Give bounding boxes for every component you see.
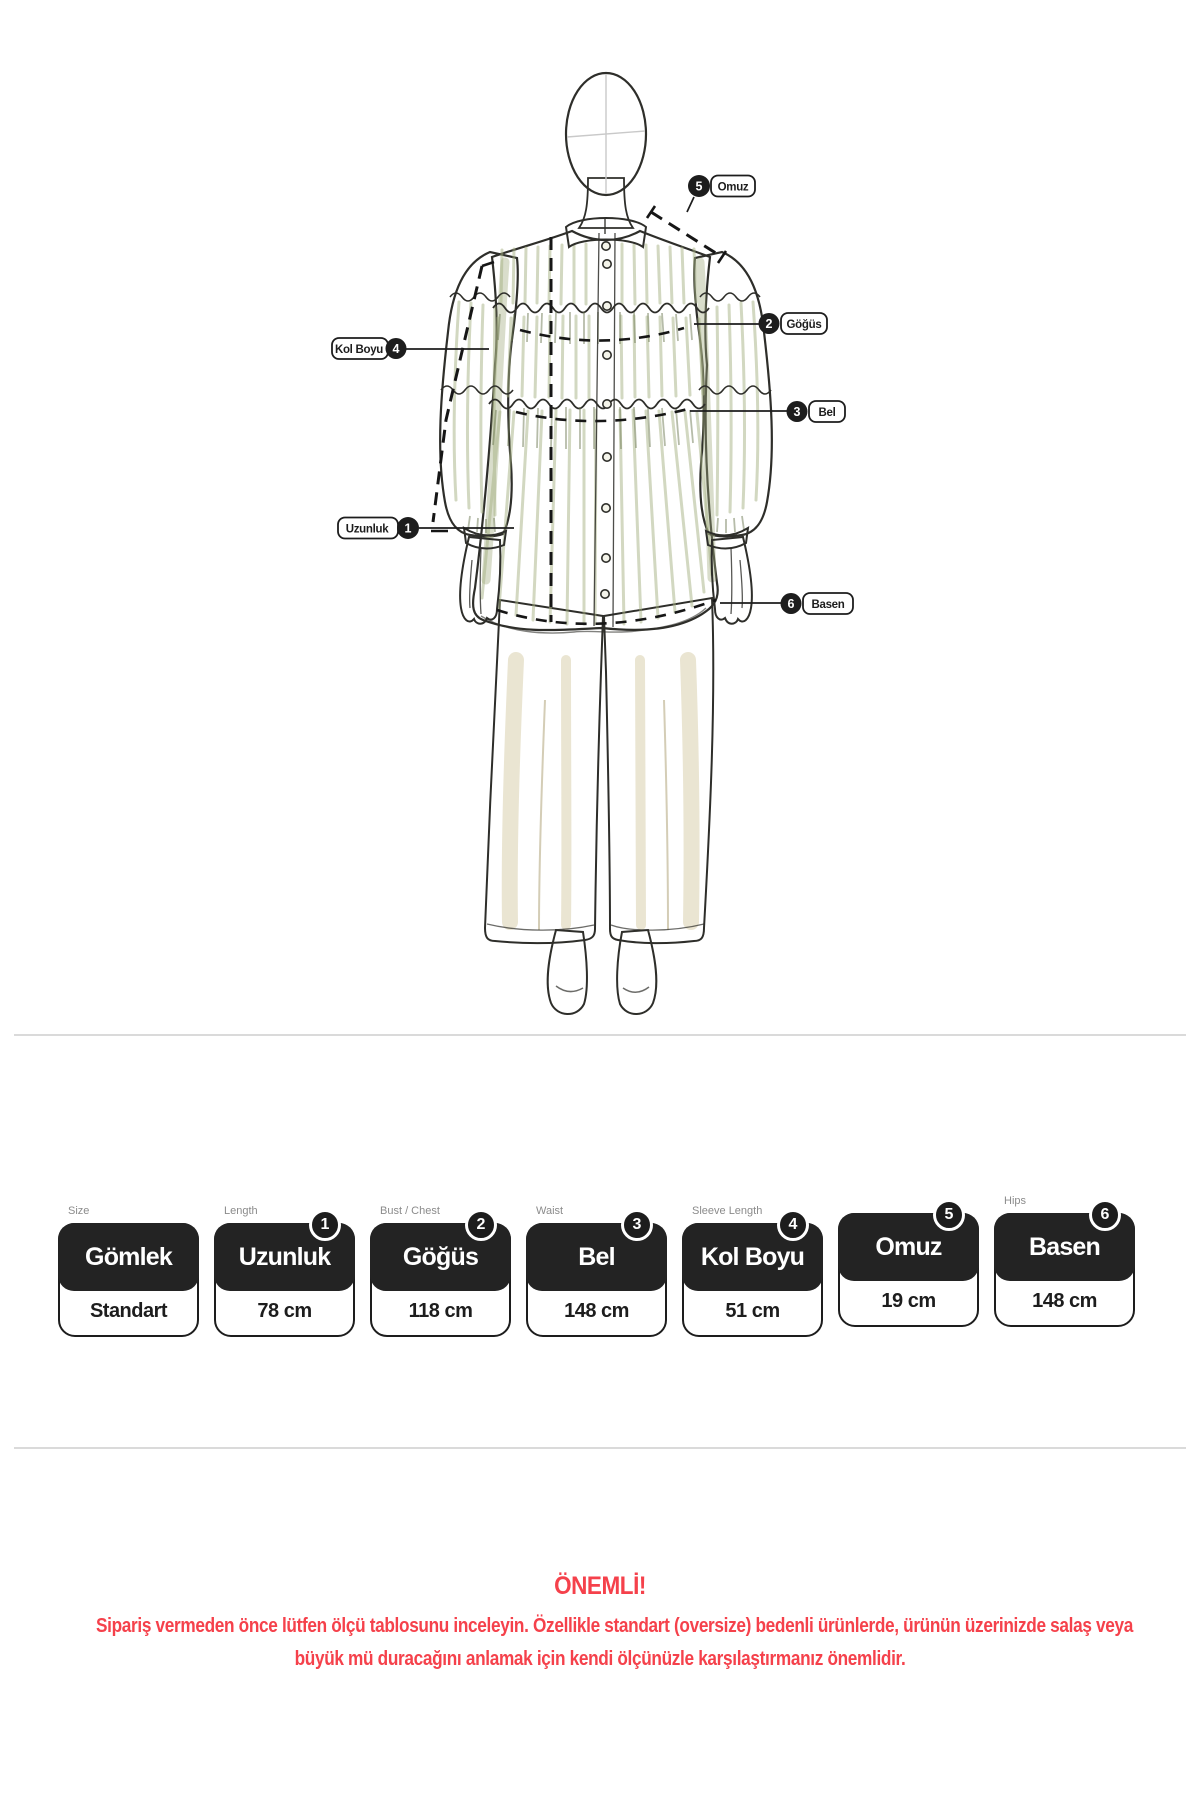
notice-text-line: Sipariş vermeden önce lütfen ölçü tablosunu inceleyin. Özellikle standart (oversize) bedenli ürünlerde, ürünün üzerinizde salaş veya [96,1614,1133,1637]
card-tag: Bust / Chest [380,1205,440,1217]
measure-card-shoulder [838,1206,979,1327]
card-value: 78 cm [214,1223,355,1337]
notice-text-line: büyük mü duracağını anlamak için kendi ölçünüzle karşılaştırmanız önemlidir. [294,1647,906,1670]
card-title: Göğüs [370,1223,511,1291]
measurement-table [58,1195,1135,1337]
callout-number: 6 [787,597,795,611]
callout-number: 4 [392,342,400,356]
card-title: Bel [526,1223,667,1291]
card-number-badge: 2 [465,1209,497,1241]
measure-card-hips [994,1195,1135,1327]
section-divider-top [14,1034,1186,1036]
callout-number: 2 [765,317,773,331]
card-number-badge: 5 [933,1199,965,1231]
bust-ruffle [493,304,709,313]
card-value: 148 cm [526,1223,667,1337]
callout-basen [720,593,853,614]
notice-title: ÖNEMLİ! [554,1572,646,1600]
card-value: Standart [58,1223,199,1337]
figure-head [566,73,646,228]
figure-pants [485,598,713,943]
card-number-badge: 6 [1089,1199,1121,1231]
callout-label: Göğüs [786,319,822,331]
callout-label: Omuz [717,181,749,194]
card-title: Basen [994,1213,1135,1281]
measure-card-bust [370,1205,511,1337]
callout-bel [690,401,845,422]
figure-blouse [440,218,772,633]
callout-omuz [687,175,755,212]
card-tag: Hips [1004,1195,1027,1207]
callout-label: Basen [811,599,845,611]
measure-card-size [58,1205,199,1337]
card-number-badge: 4 [777,1209,809,1241]
card-tag: Sleeve Length [692,1205,763,1217]
callout-gogus [694,313,827,334]
card-tag: Size [68,1205,90,1217]
callout-label: Bel [818,407,836,419]
callout-number: 5 [695,179,703,194]
head-guide-lines [567,74,645,194]
important-notice [0,1572,1200,1675]
callout-number: 3 [793,405,801,419]
card-value: 19 cm [838,1213,979,1327]
card-tag: Waist [536,1205,564,1217]
card-title: Kol Boyu [682,1223,823,1291]
card-title: Uzunluk [214,1223,355,1291]
card-value: 148 cm [994,1213,1135,1327]
card-value: 51 cm [682,1223,823,1337]
card-title: Omuz [838,1213,979,1281]
measure-card-length [214,1205,355,1337]
measure-card-sleeve [682,1205,823,1337]
section-divider-bottom [14,1447,1186,1449]
shoulder-dash-line [651,212,722,257]
card-tag: Length [224,1205,258,1217]
card-value: 118 cm [370,1223,511,1337]
callout-label: Kol Boyu [334,344,384,356]
card-number-badge: 1 [309,1209,341,1241]
sleeve-cuffs [464,528,748,549]
card-number-badge: 3 [621,1209,653,1241]
callout-number: 1 [404,521,412,536]
measure-card-waist [526,1205,667,1337]
callout-kol-boyu [332,338,489,359]
callout-label: Uzunluk [345,523,389,536]
card-title: Gömlek [58,1223,199,1291]
